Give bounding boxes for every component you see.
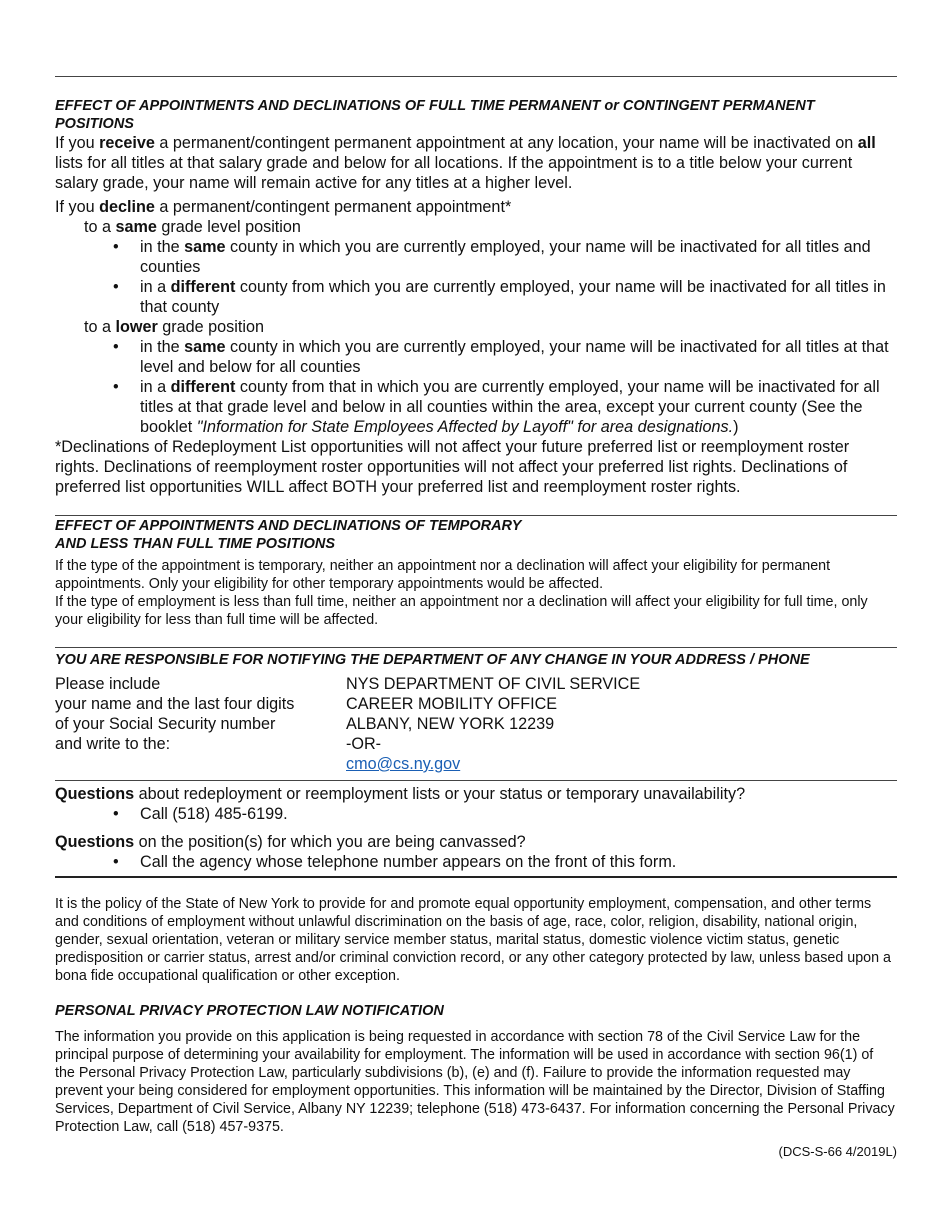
temporary-paragraph: If the type of the appointment is temporary, neither an appointment nor a declination will affect your eligibility for permanent appointments. Only your eligibility for other temporary appointments would be affected. [55, 558, 831, 592]
list-item: • in a different county from which you are currently employed, your name will be inactivated for all titles in that county [113, 278, 886, 316]
address-line: ALBANY, NEW YORK 12239 [346, 715, 555, 733]
address-line: -OR- [346, 735, 382, 753]
list-item: • in a different county from that in which you are currently employed, your name will be inactivated for all titles at that grade level and below in all counties within the area, except your current county (See the booklet "Information for State Employees Affected by Layoff" for area designations.) [113, 378, 880, 436]
privacy-notice: The information you provide on this application is being requested in accordance with section 78 of the Civil Service Law for the principal purpose of determining your availability for employment. The information will be used in accordance with section 96(1) of the Personal Privacy Protection Law, particularly subdivisions (b), (e) and (f). Failure to provide the information requested may prevent your being considered for employment opportunities. This information will be maintained by the Director, Division of Staffing Services, Department of Civil Service, Albany NY 12239; telephone (518) 473-6437. For information concerning the Personal Privacy Protection Law, call (518) 457-9375. [55, 1029, 895, 1135]
list-item: • Call (518) 485-6199. [113, 805, 288, 823]
email-link[interactable]: cmo@cs.ny.gov [346, 755, 461, 773]
list-item: • Call the agency whose telephone number appears on the front of this form. [113, 853, 677, 871]
question-positions-list [55, 852, 897, 872]
same-grade-list [55, 237, 897, 317]
section-title-permanent: EFFECT OF APPOINTMENTS AND DECLINATIONS OF FULL TIME PERMANENT or CONTINGENT PERMANENT POSITIONS [55, 98, 815, 132]
instruction-line: your name and the last four digits [55, 695, 295, 713]
form-number: (DCS-S-66 4/2019L) [778, 1144, 897, 1159]
address-line: NYS DEPARTMENT OF CIVIL SERVICE [346, 675, 641, 693]
section-equal-opportunity [55, 895, 897, 985]
section-address-change [55, 651, 897, 669]
section-questions [55, 784, 897, 872]
declinations-note: *Declinations of Redeployment List opportunities will not affect your future preferred list or reemployment roster rights. Declinations of reemployment roster opportunities will not affect your preferred list rights. Declinations of preferred list opportunities WILL affect BOTH your preferred list and reemployment roster rights. [55, 438, 850, 496]
section-title-temporary-2: AND LESS THAN FULL TIME POSITIONS [55, 536, 336, 552]
address-line: CAREER MOBILITY OFFICE [346, 695, 558, 713]
divider [55, 780, 897, 781]
include-instructions [55, 674, 335, 754]
section-permanent-positions [55, 97, 897, 497]
section-title-address: YOU ARE RESPONSIBLE FOR NOTIFYING THE DEPARTMENT OF ANY CHANGE IN YOUR ADDRESS / PHONE [55, 652, 810, 668]
lower-grade-heading: to a lower grade position [84, 318, 264, 336]
section-title-privacy: PERSONAL PRIVACY PROTECTION LAW NOTIFICATION [55, 1003, 444, 1019]
receive-paragraph: If you receive a permanent/contingent permanent appointment at any location, your name will be inactivated on all lists for all titles at that salary grade and below for all locations. If the appointment is to a title below your current salary grade, your name will remain active for any titles at a higher level. [55, 134, 876, 192]
equal-opportunity-policy: It is the policy of the State of New York to provide for and promote equal opportunity employment, compensation, and other terms and conditions of employment without unlawful discrimination on the basis of age, race, color, religion, disability, national origin, gender, sexual orientation, veteran or military service member status, marital status, domestic violence victim status, genetic predisposition or carrier status, arrest and/or criminal conviction record, or any other category protected by law, unless based upon a bona fide occupational qualification or other exception. [55, 896, 891, 984]
mailing-address [346, 674, 846, 774]
less-than-full-time-paragraph: If the type of employment is less than full time, neither an appointment nor a declination will affect your eligibility for full time, only your eligibility for less than full time will be affected. [55, 594, 868, 628]
list-item: • in the same county in which you are currently employed, your name will be inactivated for all titles at that level and below for all counties [113, 338, 889, 376]
instruction-line: of your Social Security number [55, 715, 276, 733]
same-grade-heading: to a same grade level position [84, 218, 301, 236]
decline-paragraph: If you decline a permanent/contingent permanent appointment* [55, 198, 512, 216]
section-temporary-positions [55, 517, 897, 629]
question-positions: Questions on the position(s) for which you are being canvassed? [55, 833, 526, 851]
thick-divider [55, 876, 897, 878]
instruction-line: and write to the: [55, 735, 171, 753]
list-item: • in the same county in which you are currently employed, your name will be inactivated for all titles and counties [113, 238, 871, 276]
question-redeployment-list [55, 804, 897, 824]
top-divider [55, 76, 897, 77]
section-title-temporary-1: EFFECT OF APPOINTMENTS AND DECLINATIONS OF TEMPORARY [55, 518, 522, 534]
divider [55, 647, 897, 648]
section-privacy [55, 1002, 897, 1136]
divider [55, 515, 897, 516]
lower-grade-list [55, 337, 897, 437]
question-redeployment: Questions about redeployment or reemployment lists or your status or temporary unavailability? [55, 785, 746, 803]
instruction-line: Please include [55, 675, 161, 693]
